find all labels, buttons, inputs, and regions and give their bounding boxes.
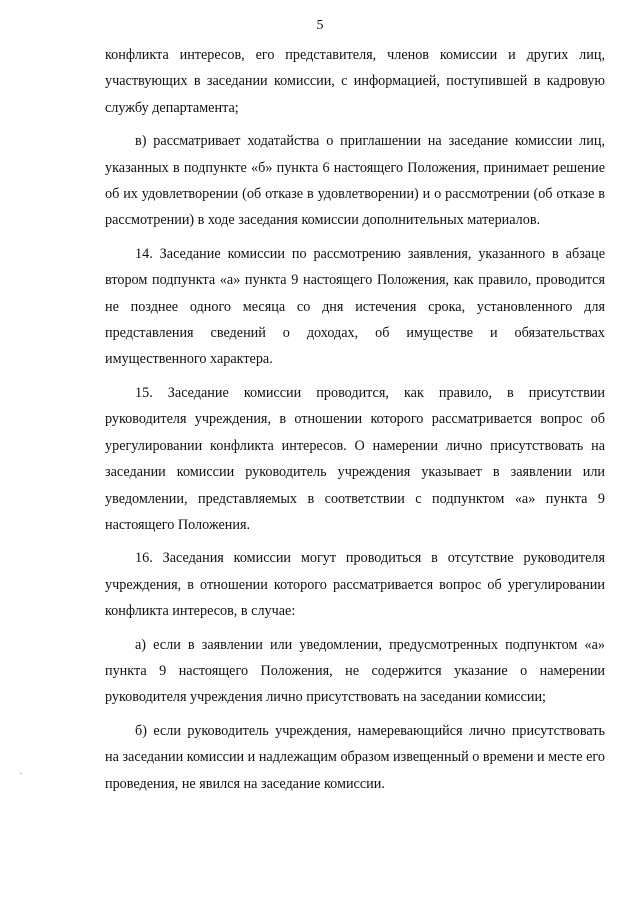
paragraph-15: 15. Заседание комиссии проводится, как правило, в присутствии руководителя учреждения, в отношении которого рассматривается вопрос об урегулировании конфликта интересов. О намерении лично присутствовать на заседании комиссии руководитель учреждения указывает в заявлении или уведомлении, представляемых в соответствии с подпунктом «а» пункта 9 настоящего Положения.	[105, 384, 605, 533]
scan-speck	[20, 773, 22, 774]
paragraph-continuation: конфликта интересов, его представителя, членов комиссии и других лиц, участвующих в заседании комиссии, с информацией, поступившей в кадровую службу департамента;	[105, 47, 605, 116]
paragraph-item-v: в) рассматривает ходатайства о приглашении на заседание комиссии лиц, указанных в подпункте «б» пункта 6 настоящего Положения, принимает решение об их удовлетворении (об отказе в удовлетворении) и о рассмотрении (об отказе в рассмотрении) в ходе заседания комиссии дополнительных материалов.	[105, 133, 605, 229]
paragraph-16-item-b: б) если руководитель учреждения, намеревающийся лично присутствовать на заседании комиссии и надлежащим образом извещенный о времени и месте его проведения, не явился на заседание комиссии.	[105, 722, 605, 792]
paragraph-16: 16. Заседания комиссии могут проводиться в отсутствие руководителя учреждения, в отношении которого рассматривается вопрос об урегулировании конфликта интересов, в случае:	[105, 550, 605, 620]
paragraph-14: 14. Заседание комиссии по рассмотрению заявления, указанного в абзаце втором подпункта «а» пункта 9 настоящего Положения, как правило, проводится не позднее одного месяца со дня истечения срока, установленного для представления сведений о доходах, об имуществе и обязательствах имущественного характера.	[105, 245, 605, 368]
document-body	[105, 42, 605, 804]
paragraph-16-item-a: а) если в заявлении или уведомлении, предусмотренных подпунктом «а» пункта 9 настоящего Положения, не содержится указание о намерении руководителя учреждения лично присутствовать на заседании комиссии;	[105, 636, 605, 706]
page-number: 5	[316, 18, 324, 33]
